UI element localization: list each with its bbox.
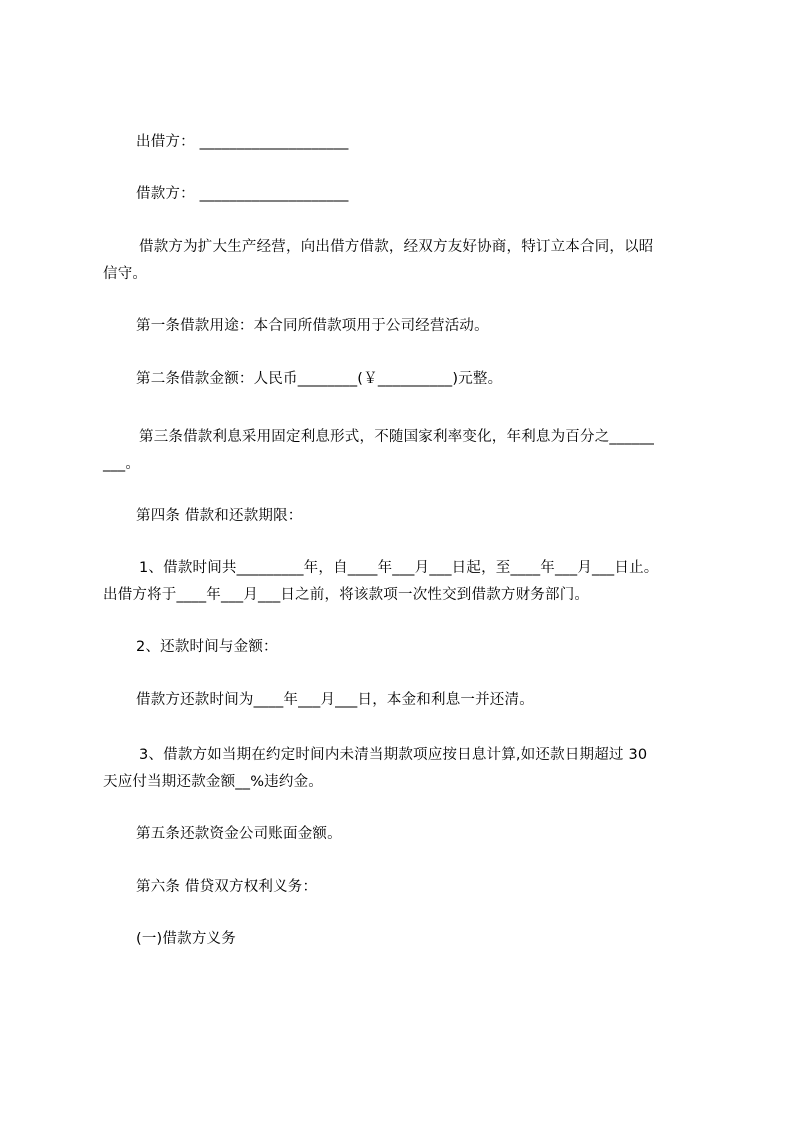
intro-paragraph-line-1: 借款方为扩大生产经营，向出借方借款，经双方友好协商，特订立本合同，以昭	[139, 239, 654, 255]
item-2-detail: 借款方还款时间为____年___月___日，本金和利息一并还清。	[136, 692, 534, 708]
article-1: 第一条借款用途：本合同所借款项用于公司经营活动。	[136, 318, 489, 334]
lender-line: 出借方： ____________________	[136, 134, 349, 150]
article-3-line-2: ___。	[103, 456, 141, 472]
article-2: 第二条借款金额：人民币________(￥__________)元整。	[136, 371, 503, 387]
item-1-line-2: 出借方将于____年___月___日之前，将该款项一次性交到借款方财务部门。	[103, 587, 590, 603]
section-1-heading: (一)借款方义务	[136, 931, 236, 947]
item-3-line-2: 天应付当期还款金额__%违约金。	[103, 774, 323, 790]
item-1-line-1: 1、借款时间共_________年，自____年___月___日起，至____年___月___日止。	[139, 560, 659, 576]
borrower-line: 借款方： ____________________	[136, 186, 349, 202]
article-4-heading: 第四条 借款和还款期限：	[136, 508, 303, 524]
article-3-line-1: 第三条借款利息采用固定利息形式，不随国家利率变化，年利息为百分之______	[139, 429, 655, 445]
intro-paragraph-line-2: 信守。	[103, 266, 148, 282]
article-6-heading: 第六条 借贷双方权利义务：	[136, 879, 318, 895]
item-3-line-1: 3、借款方如当期在约定时间内未清当期款项应按日息计算,如还款日期超过 30	[139, 747, 648, 763]
item-2-heading: 2、还款时间与金额：	[136, 639, 278, 655]
article-5: 第五条还款资金公司账面金额。	[136, 826, 342, 842]
